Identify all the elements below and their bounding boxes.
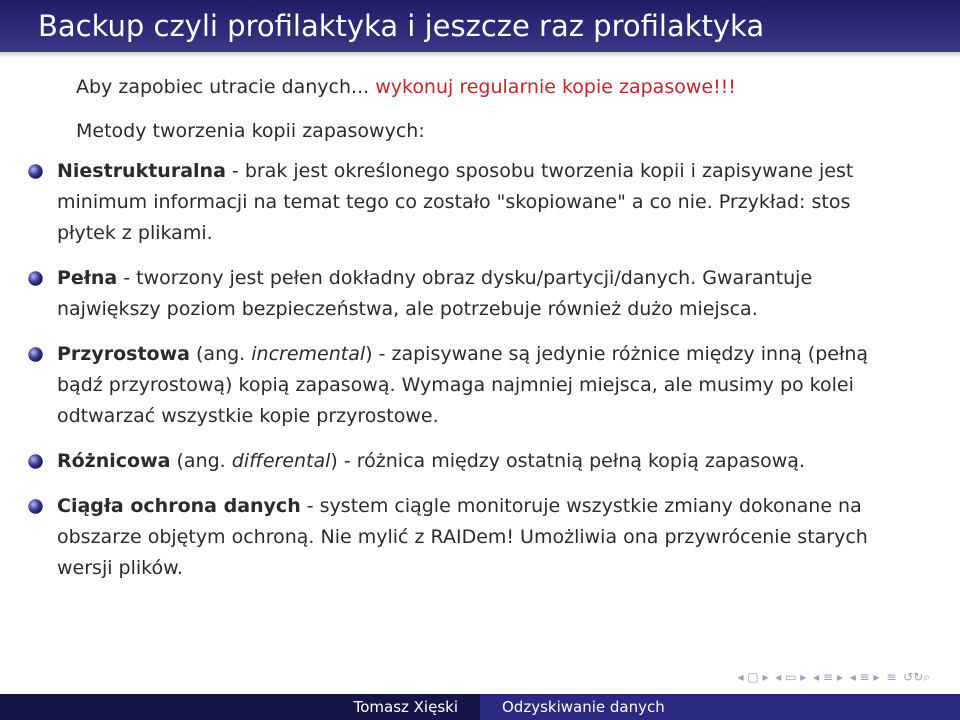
list-item xyxy=(0,491,876,584)
slide-title: Backup czyli profilaktyka i jeszcze raz profilaktyka xyxy=(38,9,765,43)
nav-subsection-icon[interactable]: ◂ ▭ ▸ xyxy=(775,670,807,684)
bullet-ball-icon xyxy=(27,163,44,180)
footer-section: Odzyskiwanie danych xyxy=(502,698,665,716)
footer-section-panel xyxy=(480,694,960,720)
footer xyxy=(0,694,960,720)
method-term: differental xyxy=(231,450,331,472)
method-description: ) - różnica między ostatnią pełną kopią zapasową. xyxy=(330,450,805,472)
beamer-navigation xyxy=(734,670,930,690)
footer-author: Tomasz Xięski xyxy=(0,694,480,720)
method-description: - tworzony jest pełen dokładny obraz dysku/partycji/danych. Gwarantuje największy poziom bezpieczeństwa, ale potrzebuje również dużo miejsca. xyxy=(57,267,813,320)
bullet-ball-icon xyxy=(27,498,44,515)
method-description: - brak jest określonego sposobu tworzenia kopii i zapisywane jest minimum informacji na temat tego co zostało "skopiowane" a co nie. Przykład: stos płytek z plikami. xyxy=(57,160,854,244)
method-name: Przyrostowa xyxy=(57,343,190,365)
intro-text: Aby zapobiec utracie danych... xyxy=(76,76,376,98)
method-description: - system ciągle monitoruje wszystkie zmiany dokonane na obszarze objętym ochroną. Nie mylić z RAIDem! Umożliwia ona przywrócenie starych wersji plików. xyxy=(57,495,868,579)
bullet-ball-icon xyxy=(27,270,44,287)
list-item xyxy=(0,156,876,249)
nav-frame-icon[interactable]: ◂ ▢ ▸ xyxy=(737,670,769,684)
list-item xyxy=(0,446,876,477)
title-shadow xyxy=(0,52,960,58)
bullet-ball-icon xyxy=(27,453,44,470)
slide-content xyxy=(57,72,876,598)
nav-align-icon[interactable]: ≡ xyxy=(886,670,897,684)
method-name: Ciągła ochrona danych xyxy=(57,495,301,517)
methods-list xyxy=(57,156,876,584)
nav-section-icon[interactable]: ◂ ≡ ▸ xyxy=(813,670,843,684)
method-description: ) - zapisywane są jedynie różnice między inną (pełną bądź przyrostową) kopią zapasową. Wymaga najmniej miejsca, ale musimy po kolei odtwarzać wszystkie kopie przyrostowe. xyxy=(57,343,869,427)
intro-accent: wykonuj regularnie kopie zapasowe!!! xyxy=(375,76,736,98)
nav-search-icon[interactable]: ↺↻⌕ xyxy=(903,670,930,684)
method-ang-prefix: (ang. xyxy=(170,450,232,472)
method-term: incremental xyxy=(251,343,366,365)
method-ang-prefix: (ang. xyxy=(189,343,252,365)
title-bar xyxy=(0,0,960,52)
method-name: Pełna xyxy=(57,267,118,289)
list-item xyxy=(0,263,876,325)
method-name: Różnicowa xyxy=(57,450,171,472)
nav-document-icon[interactable]: ◂ ≡ ▸ xyxy=(849,670,880,684)
intro-line xyxy=(76,72,876,102)
bullet-ball-icon xyxy=(27,346,44,363)
method-name: Niestrukturalna xyxy=(57,160,226,182)
methods-heading: Metody tworzenia kopii zapasowych: xyxy=(76,120,425,142)
list-item xyxy=(0,339,876,432)
